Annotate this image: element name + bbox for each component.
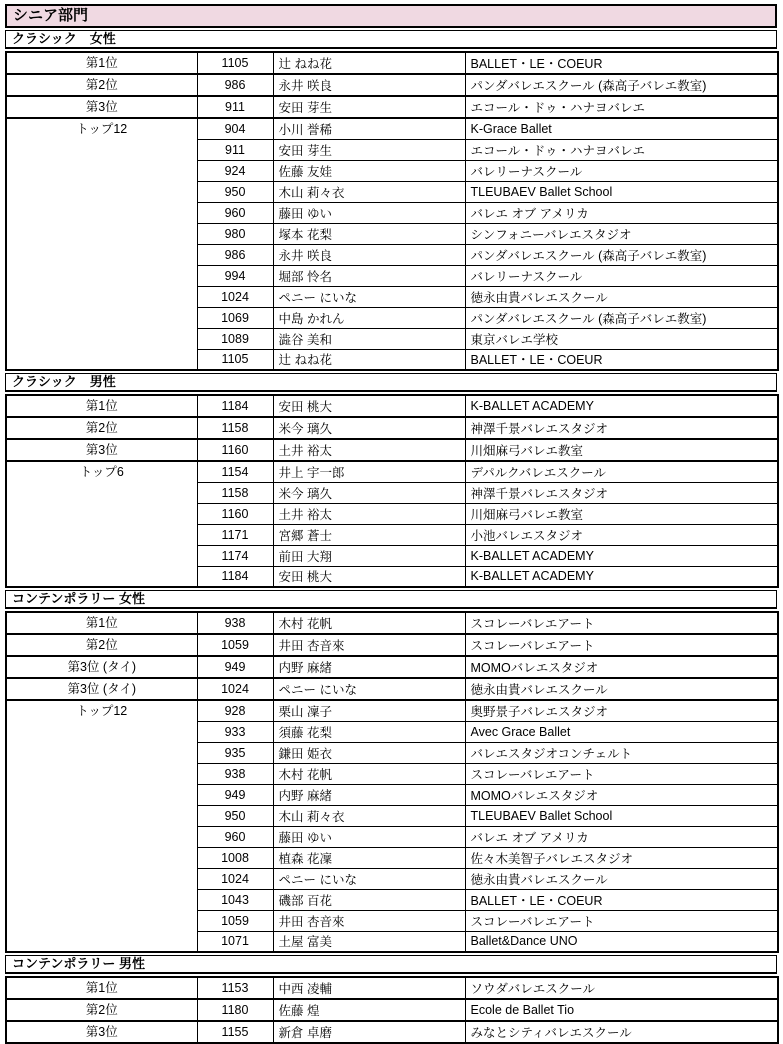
- name-cell: 木山 莉々衣: [273, 181, 465, 202]
- name-cell: 永井 咲良: [273, 244, 465, 265]
- school-cell: みなとシティバレエスクール: [465, 1021, 778, 1043]
- rank-group: [6, 999, 778, 1021]
- entry-number-cell: 1158: [197, 482, 273, 503]
- entry-number-cell: 1043: [197, 889, 273, 910]
- rank-cell: 第1位: [6, 395, 197, 417]
- entry-number-cell: 1089: [197, 328, 273, 349]
- name-cell: 磯部 百花: [273, 889, 465, 910]
- entry-number-cell: 911: [197, 139, 273, 160]
- school-cell: 川畑麻弓バレエ教室: [465, 439, 778, 461]
- entry-number-cell: 1071: [197, 931, 273, 952]
- school-cell: スコレーバレエアート: [465, 634, 778, 656]
- rank-group: [6, 977, 778, 999]
- school-cell: バレリーナスクール: [465, 265, 778, 286]
- name-cell: 堀部 怜名: [273, 265, 465, 286]
- table-row: [6, 74, 778, 96]
- table-row: [6, 977, 778, 999]
- entry-number-cell: 980: [197, 223, 273, 244]
- name-cell: 中島 かれん: [273, 307, 465, 328]
- name-cell: 土井 裕太: [273, 439, 465, 461]
- rank-group: [6, 1021, 778, 1043]
- rank-cell: 第3位: [6, 439, 197, 461]
- name-cell: 藤田 ゆい: [273, 826, 465, 847]
- entry-number-cell: 986: [197, 74, 273, 96]
- name-cell: 井田 杏音來: [273, 634, 465, 656]
- name-cell: 安田 桃大: [273, 566, 465, 587]
- name-cell: 辻 ねね花: [273, 52, 465, 74]
- rank-group: [6, 417, 778, 439]
- school-cell: Ecole de Ballet Tio: [465, 999, 778, 1021]
- table-row: [6, 417, 778, 439]
- name-cell: 井田 杏音來: [273, 910, 465, 931]
- name-cell: 内野 麻緒: [273, 784, 465, 805]
- table-row: [6, 1021, 778, 1043]
- name-cell: 中西 凌輔: [273, 977, 465, 999]
- name-cell: ペニー にいな: [273, 678, 465, 700]
- entry-number-cell: 960: [197, 202, 273, 223]
- entry-number-cell: 950: [197, 805, 273, 826]
- entry-number-cell: 933: [197, 721, 273, 742]
- entry-number-cell: 994: [197, 265, 273, 286]
- rank-group: [6, 439, 778, 461]
- section: [5, 955, 777, 1044]
- school-cell: スコレーバレエアート: [465, 910, 778, 931]
- school-cell: エコール・ドゥ・ハナヨバレエ: [465, 139, 778, 160]
- table-row: [6, 700, 778, 721]
- name-cell: 米今 璃久: [273, 417, 465, 439]
- results-table: [5, 51, 779, 371]
- table-row: [6, 439, 778, 461]
- entry-number-cell: 935: [197, 742, 273, 763]
- rank-cell: 第1位: [6, 52, 197, 74]
- entry-number-cell: 1059: [197, 910, 273, 931]
- section-heading: コンテンポラリー 女性: [5, 590, 777, 609]
- school-cell: 神澤千景バレエスタジオ: [465, 482, 778, 503]
- entry-number-cell: 1154: [197, 461, 273, 482]
- table-row: [6, 52, 778, 74]
- name-cell: 植森 花凜: [273, 847, 465, 868]
- entry-number-cell: 1008: [197, 847, 273, 868]
- school-cell: MOMOバレエスタジオ: [465, 656, 778, 678]
- rank-group: [6, 395, 778, 417]
- school-cell: バレエ オブ アメリカ: [465, 826, 778, 847]
- name-cell: ペニー にいな: [273, 286, 465, 307]
- entry-number-cell: 938: [197, 612, 273, 634]
- page-title: シニア部門: [5, 4, 777, 28]
- name-cell: 井上 宇一郎: [273, 461, 465, 482]
- rank-cell: トップ12: [6, 700, 197, 952]
- school-cell: パンダバレエスクール (森高子バレエ教室): [465, 244, 778, 265]
- name-cell: 木村 花帆: [273, 612, 465, 634]
- section: [5, 30, 777, 371]
- table-row: [6, 395, 778, 417]
- rank-group: [6, 461, 778, 587]
- school-cell: ソウダバレエスクール: [465, 977, 778, 999]
- rank-group: [6, 52, 778, 74]
- school-cell: BALLET・LE・COEUR: [465, 52, 778, 74]
- name-cell: 前田 大翔: [273, 545, 465, 566]
- name-cell: 新倉 卓磨: [273, 1021, 465, 1043]
- rank-cell: 第2位: [6, 999, 197, 1021]
- school-cell: 佐々木美智子バレエスタジオ: [465, 847, 778, 868]
- section-heading: クラシック 女性: [5, 30, 777, 49]
- entry-number-cell: 960: [197, 826, 273, 847]
- school-cell: 小池バレエスタジオ: [465, 524, 778, 545]
- rank-cell: 第3位: [6, 96, 197, 118]
- entry-number-cell: 1105: [197, 349, 273, 370]
- rank-cell: 第2位: [6, 417, 197, 439]
- name-cell: 澁谷 美和: [273, 328, 465, 349]
- name-cell: 安田 桃大: [273, 395, 465, 417]
- school-cell: スコレーバレエアート: [465, 763, 778, 784]
- school-cell: パンダバレエスクール (森高子バレエ教室): [465, 307, 778, 328]
- rank-cell: 第1位: [6, 612, 197, 634]
- school-cell: バレエ オブ アメリカ: [465, 202, 778, 223]
- name-cell: 木山 莉々衣: [273, 805, 465, 826]
- school-cell: バレエスタジオコンチェルト: [465, 742, 778, 763]
- rank-group: [6, 656, 778, 678]
- name-cell: 藤田 ゆい: [273, 202, 465, 223]
- rank-cell: 第2位: [6, 634, 197, 656]
- school-cell: エコール・ドゥ・ハナヨバレエ: [465, 96, 778, 118]
- school-cell: 東京バレエ学校: [465, 328, 778, 349]
- entry-number-cell: 1160: [197, 503, 273, 524]
- entry-number-cell: 924: [197, 160, 273, 181]
- rank-group: [6, 96, 778, 118]
- name-cell: 須藤 花梨: [273, 721, 465, 742]
- rank-cell: 第3位: [6, 1021, 197, 1043]
- entry-number-cell: 1024: [197, 868, 273, 889]
- name-cell: 佐藤 友娃: [273, 160, 465, 181]
- school-cell: 徳永由貴バレエスクール: [465, 868, 778, 889]
- name-cell: 土屋 富美: [273, 931, 465, 952]
- school-cell: デパルクバレエスクール: [465, 461, 778, 482]
- school-cell: TLEUBAEV Ballet School: [465, 181, 778, 202]
- entry-number-cell: 1174: [197, 545, 273, 566]
- entry-number-cell: 1180: [197, 999, 273, 1021]
- name-cell: 宮郷 蒼士: [273, 524, 465, 545]
- name-cell: 鎌田 姫衣: [273, 742, 465, 763]
- table-row: [6, 656, 778, 678]
- school-cell: バレリーナスクール: [465, 160, 778, 181]
- rank-group: [6, 74, 778, 96]
- rank-group: [6, 634, 778, 656]
- table-row: [6, 678, 778, 700]
- school-cell: 神澤千景バレエスタジオ: [465, 417, 778, 439]
- name-cell: 米今 璃久: [273, 482, 465, 503]
- school-cell: K-Grace Ballet: [465, 118, 778, 139]
- table-row: [6, 634, 778, 656]
- section-heading: クラシック 男性: [5, 373, 777, 392]
- sections-container: [5, 30, 777, 1044]
- rank-cell: トップ12: [6, 118, 197, 370]
- school-cell: MOMOバレエスタジオ: [465, 784, 778, 805]
- entry-number-cell: 986: [197, 244, 273, 265]
- name-cell: 木村 花帆: [273, 763, 465, 784]
- school-cell: BALLET・LE・COEUR: [465, 349, 778, 370]
- entry-number-cell: 1160: [197, 439, 273, 461]
- school-cell: K-BALLET ACADEMY: [465, 545, 778, 566]
- table-row: [6, 461, 778, 482]
- rank-group: [6, 678, 778, 700]
- name-cell: ペニー にいな: [273, 868, 465, 889]
- rank-cell: 第3位 (タイ): [6, 656, 197, 678]
- section: [5, 373, 777, 588]
- name-cell: 内野 麻緒: [273, 656, 465, 678]
- rank-group: [6, 118, 778, 370]
- school-cell: K-BALLET ACADEMY: [465, 566, 778, 587]
- entry-number-cell: 1153: [197, 977, 273, 999]
- rank-cell: 第3位 (タイ): [6, 678, 197, 700]
- school-cell: 川畑麻弓バレエ教室: [465, 503, 778, 524]
- school-cell: BALLET・LE・COEUR: [465, 889, 778, 910]
- school-cell: 徳永由貴バレエスクール: [465, 286, 778, 307]
- results-table: [5, 394, 779, 588]
- entry-number-cell: 938: [197, 763, 273, 784]
- entry-number-cell: 1059: [197, 634, 273, 656]
- entry-number-cell: 904: [197, 118, 273, 139]
- table-row: [6, 118, 778, 139]
- rank-cell: 第2位: [6, 74, 197, 96]
- results-table: [5, 976, 779, 1044]
- entry-number-cell: 1155: [197, 1021, 273, 1043]
- entry-number-cell: 928: [197, 700, 273, 721]
- name-cell: 安田 芽生: [273, 139, 465, 160]
- name-cell: 佐藤 煌: [273, 999, 465, 1021]
- name-cell: 安田 芽生: [273, 96, 465, 118]
- entry-number-cell: 1184: [197, 395, 273, 417]
- school-cell: K-BALLET ACADEMY: [465, 395, 778, 417]
- name-cell: 永井 咲良: [273, 74, 465, 96]
- rank-cell: 第1位: [6, 977, 197, 999]
- entry-number-cell: 1171: [197, 524, 273, 545]
- name-cell: 栗山 凜子: [273, 700, 465, 721]
- name-cell: 塚本 花梨: [273, 223, 465, 244]
- school-cell: パンダバレエスクール (森高子バレエ教室): [465, 74, 778, 96]
- name-cell: 土井 裕太: [273, 503, 465, 524]
- entry-number-cell: 1105: [197, 52, 273, 74]
- name-cell: 小川 誉稀: [273, 118, 465, 139]
- school-cell: シンフォニーバレエスタジオ: [465, 223, 778, 244]
- results-table: [5, 611, 779, 953]
- entry-number-cell: 911: [197, 96, 273, 118]
- entry-number-cell: 1069: [197, 307, 273, 328]
- table-row: [6, 612, 778, 634]
- entry-number-cell: 1184: [197, 566, 273, 587]
- school-cell: スコレーバレエアート: [465, 612, 778, 634]
- school-cell: Ballet&Dance UNO: [465, 931, 778, 952]
- entry-number-cell: 1024: [197, 678, 273, 700]
- name-cell: 辻 ねね花: [273, 349, 465, 370]
- entry-number-cell: 1024: [197, 286, 273, 307]
- section: [5, 590, 777, 953]
- rank-group: [6, 700, 778, 952]
- rank-group: [6, 612, 778, 634]
- school-cell: 奥野景子バレエスタジオ: [465, 700, 778, 721]
- entry-number-cell: 949: [197, 784, 273, 805]
- entry-number-cell: 950: [197, 181, 273, 202]
- school-cell: Avec Grace Ballet: [465, 721, 778, 742]
- entry-number-cell: 1158: [197, 417, 273, 439]
- table-row: [6, 999, 778, 1021]
- section-heading: コンテンポラリー 男性: [5, 955, 777, 974]
- school-cell: TLEUBAEV Ballet School: [465, 805, 778, 826]
- school-cell: 徳永由貴バレエスクール: [465, 678, 778, 700]
- table-row: [6, 96, 778, 118]
- rank-cell: トップ6: [6, 461, 197, 587]
- entry-number-cell: 949: [197, 656, 273, 678]
